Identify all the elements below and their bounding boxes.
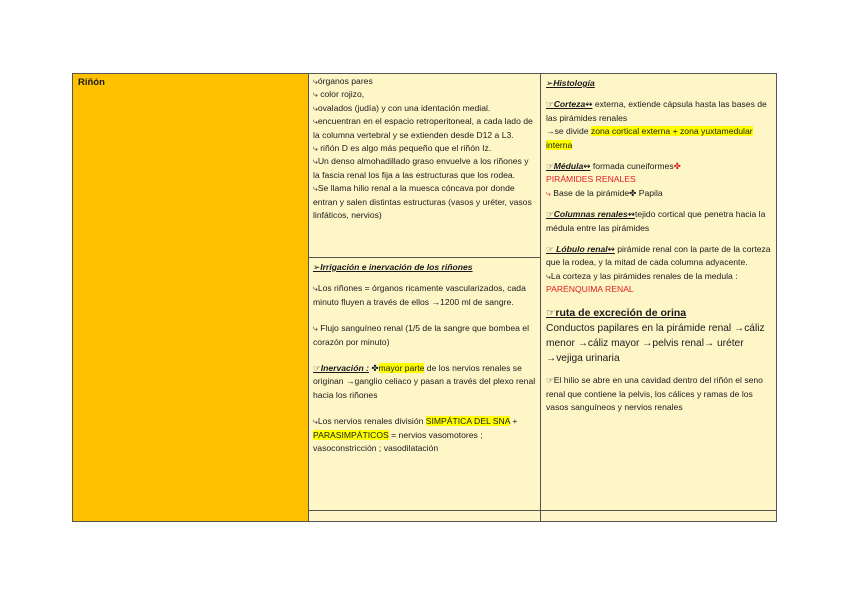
histology-title: ➢Histología — [546, 78, 595, 88]
anatomy-line: ⤷órganos pares — [313, 76, 373, 86]
renal-pyramids: PIRÁMIDES RENALES — [546, 174, 636, 185]
medulla-label: ☞Médula↭ — [546, 161, 591, 172]
urine-route-title: ☞ruta de excreción de orina — [546, 306, 687, 319]
anatomy-line: ⤷ color rojizo, — [313, 89, 365, 100]
renal-lobe-label: ☞ Lóbulo renal↭ — [546, 244, 615, 255]
cortex-paragraph — [546, 98, 771, 152]
innervation-highlight: mayor parte — [378, 363, 425, 374]
empty-cell — [541, 511, 776, 521]
anatomy-line: ⤷ riñón D es algo más pequeño que el riñón Iz. — [313, 143, 492, 154]
notes-table — [72, 73, 777, 522]
innervation-symbol: ✤ — [368, 363, 379, 374]
medulla-symbol: ✤ — [673, 161, 681, 172]
medulla-paragraph — [546, 160, 771, 200]
parenchyma-note: ⤷La corteza y las pirámides renales de la medula : — [546, 270, 738, 281]
nerve-division-text: = nervios vasomotores ; vasoconstricción ; vasodilatación — [313, 429, 483, 454]
irrigation-paragraph: ⤷Los riñones = órganos ricamente vascularizados, cada minuto fluyen a través de ellos →1200 ml de sangre. — [313, 283, 526, 307]
anatomy-cell — [309, 74, 541, 258]
pyramid-base: Base de la pirámide✤ Papila — [550, 187, 663, 198]
anatomy-line: ⤷encuentran en el espacio retroperitoneal, a cada lado de la columna vertebral y se extienden desde D12 a L3. — [313, 116, 533, 140]
empty-cell — [309, 511, 541, 521]
anatomy-line: ⤷Un denso almohadillado graso envuelve a los riñones y la fascia renal los fija a las estructuras que los rodea. — [313, 156, 529, 180]
parasympathetic-highlight: PARASIMPÁTICOS — [313, 429, 389, 440]
organ-name-cell — [73, 74, 309, 521]
renal-columns-paragraph — [546, 208, 771, 235]
nerve-division-plus: + — [510, 416, 518, 427]
renal-columns-label: ☞Columnas renales↭ — [546, 209, 635, 220]
renal-lobe-text: pirámide renal con la parte de la corteza que la rodea, y la mitad de cada columna adyacente. — [546, 244, 771, 268]
blood-flow-paragraph: ⤷ Flujo sanguíneo renal (1/5 de la sangre que bombea el corazón por minuto) — [313, 323, 529, 347]
organ-name: Riñón — [78, 77, 105, 88]
hilum-paragraph: ☞El hilio se abre en una cavidad dentro del riñón el seno renal que contiene la pelvis, los cálices y ramas de los vasos sanguíneos y nervios renales — [546, 375, 763, 413]
urine-route-text: Conductos papilares en la pirámide renal →cáliz menor →cáliz mayor →pelvis renal→ uréter →vejiga urinaria — [546, 322, 765, 365]
anatomy-line: ⤷ovalados (judía) y con una identación medial. — [313, 102, 491, 113]
innervation-paragraph — [313, 362, 536, 402]
nerve-division-paragraph — [313, 415, 536, 455]
sympathetic-highlight: SIMPÁTICA DEL SNA — [425, 416, 510, 427]
histology-cell — [541, 74, 776, 511]
renal-lobe-paragraph — [546, 243, 771, 297]
irrigation-cell — [309, 258, 541, 511]
anatomy-line: ⤷Se llama hilio renal a la muesca cóncava por donde entran y salen distintas estructuras (vasos y uréter, vasos linfáticos, nervios) — [313, 183, 532, 221]
cortex-divide: →se divide — [546, 126, 591, 137]
cortex-text: externa, extiende cápsula hasta las bases de las pirámides renales — [546, 99, 767, 123]
medulla-text: formada cuneiformes — [590, 161, 674, 172]
cortex-zones-highlight: zona cortical externa + zona yuxtamedular interna — [546, 126, 753, 150]
nerve-division-prefix: ⤷Los nervios renales división — [313, 416, 426, 427]
innervation-label: ☞Inervación : — [313, 363, 369, 374]
renal-columns-text: tejido cortical que penetra hacia la médula entre las pirámides — [546, 209, 766, 233]
cortex-label: ☞Corteza↭ — [546, 99, 593, 110]
innervation-text: de los nervios renales se originan →ganglio celiaco y pasan a través del plexo renal hacia los riñones — [313, 363, 536, 400]
base-arrow: ⤷ — [546, 187, 551, 198]
irrigation-title: ➢Irrigación e inervación de los riñones — [313, 262, 473, 272]
renal-parenchyma: PARÉNQUIMA RENAL — [546, 284, 634, 295]
